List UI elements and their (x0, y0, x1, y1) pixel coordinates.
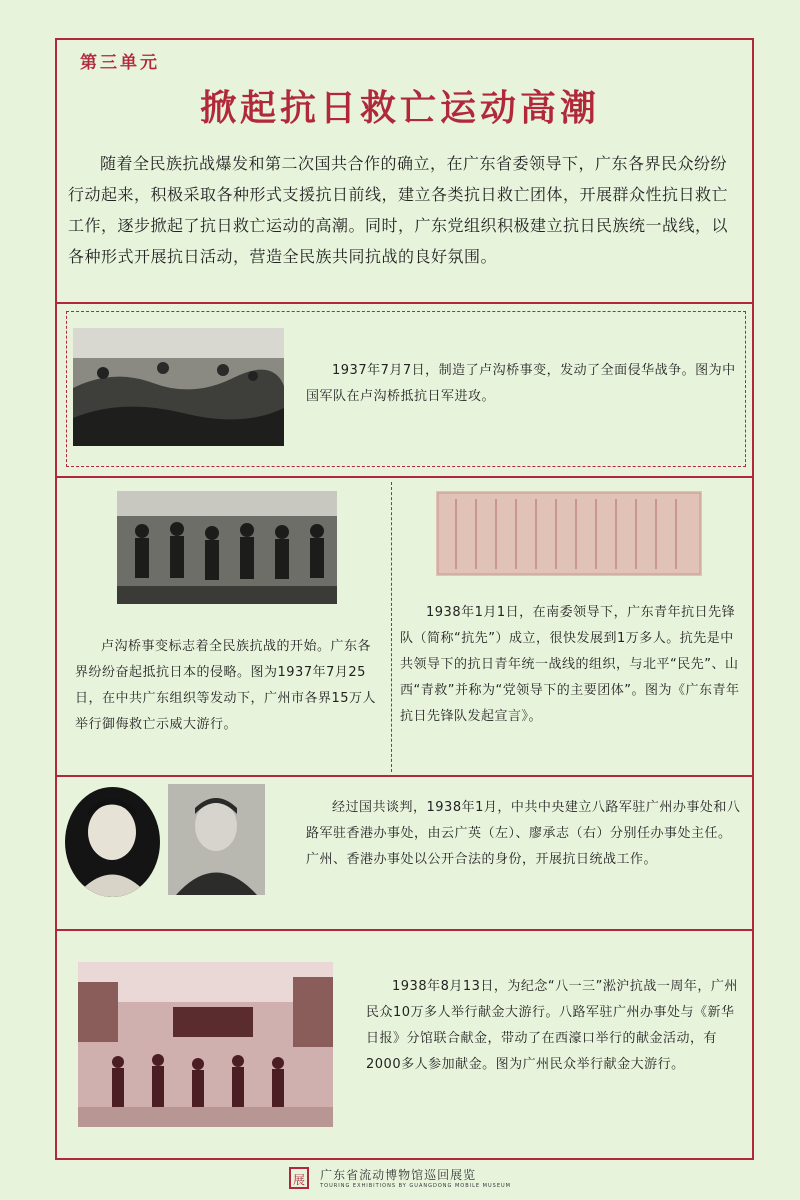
vanguard-declaration-photo (436, 491, 702, 576)
parade-caption: 卢沟桥事变标志着全民族抗战的开始。广东各界纷纷奋起抵抗日本的侵略。图为1937年7月25日，在中共广东组织等发动下，广州市各界15万人举行御侮救亡示威大游行。 (75, 639, 377, 732)
section-divider (55, 929, 754, 931)
museum-footer (0, 1166, 800, 1189)
column-divider (391, 482, 392, 772)
marco-polo-caption: 1937年7月7日，制造了卢沟桥事变，发动了全面侵华战争。图为中国军队在卢沟桥抵抗日军进攻。 (306, 363, 736, 404)
marco-polo-bridge-photo (73, 328, 284, 446)
vanguard-caption: 1938年1月1日，在南委领导下，广东青年抗日先锋队（简称“抗先”）成立，很快发展到1万多人。抗先是中共领导下的抗日青年统一战线的组织，与北平“民先”、山西“青救”并称为“党领导下的主要团体”。图为《广东青年抗日先锋队发起宣言》。 (400, 605, 740, 724)
section-divider (55, 476, 754, 478)
donation-caption: 1938年8月13日，为纪念“八一三”淞沪抗战一周年，广州民众10万多人举行献金大游行。八路军驻广州办事处与《新华日报》分馆联合献金，带动了在西濠口举行的献金活动，有2000多人参加献金。图为广州民众举行献金大游行。 (366, 979, 738, 1072)
intro-paragraph: 随着全民族抗战爆发和第二次国共合作的确立，在广东省委领导下，广东各界民众纷纷行动起来，积极采取各种形式支援抗日前线，建立各类抗日救亡团体，开展群众性抗日救亡工作，逐步掀起了抗日救亡运动的高潮。同时，广东党组织积极建立抗日民族统一战线，以各种形式开展抗日活动，营造全民族共同抗战的良好氛围。 (68, 154, 729, 266)
page-title: 掀起抗日救亡运动高潮 (199, 88, 600, 129)
parade-photo (117, 491, 337, 604)
yun-guangying-portrait (65, 787, 160, 897)
donation-parade-photo (78, 962, 333, 1127)
museum-name-english: TOURING EXHIBITIONS BY GUANGDONG MOBILE MUSEUM (320, 1183, 511, 1189)
museum-logo-icon: 展 (289, 1167, 309, 1189)
offices-caption: 经过国共谈判，1938年1月，中共中央建立八路军驻广州办事处和八路军驻香港办事处，由云广英（左）、廖承志（右）分别任办事处主任。广州、香港办事处以公开合法的身份，开展抗日统战工作。 (306, 800, 741, 867)
liao-chengzhi-portrait (168, 784, 265, 895)
section-divider (55, 775, 754, 777)
unit-label: 第三单元 (80, 53, 160, 73)
section-divider (55, 302, 754, 304)
museum-name: 广东省流动博物馆巡回展览 (320, 1168, 477, 1182)
